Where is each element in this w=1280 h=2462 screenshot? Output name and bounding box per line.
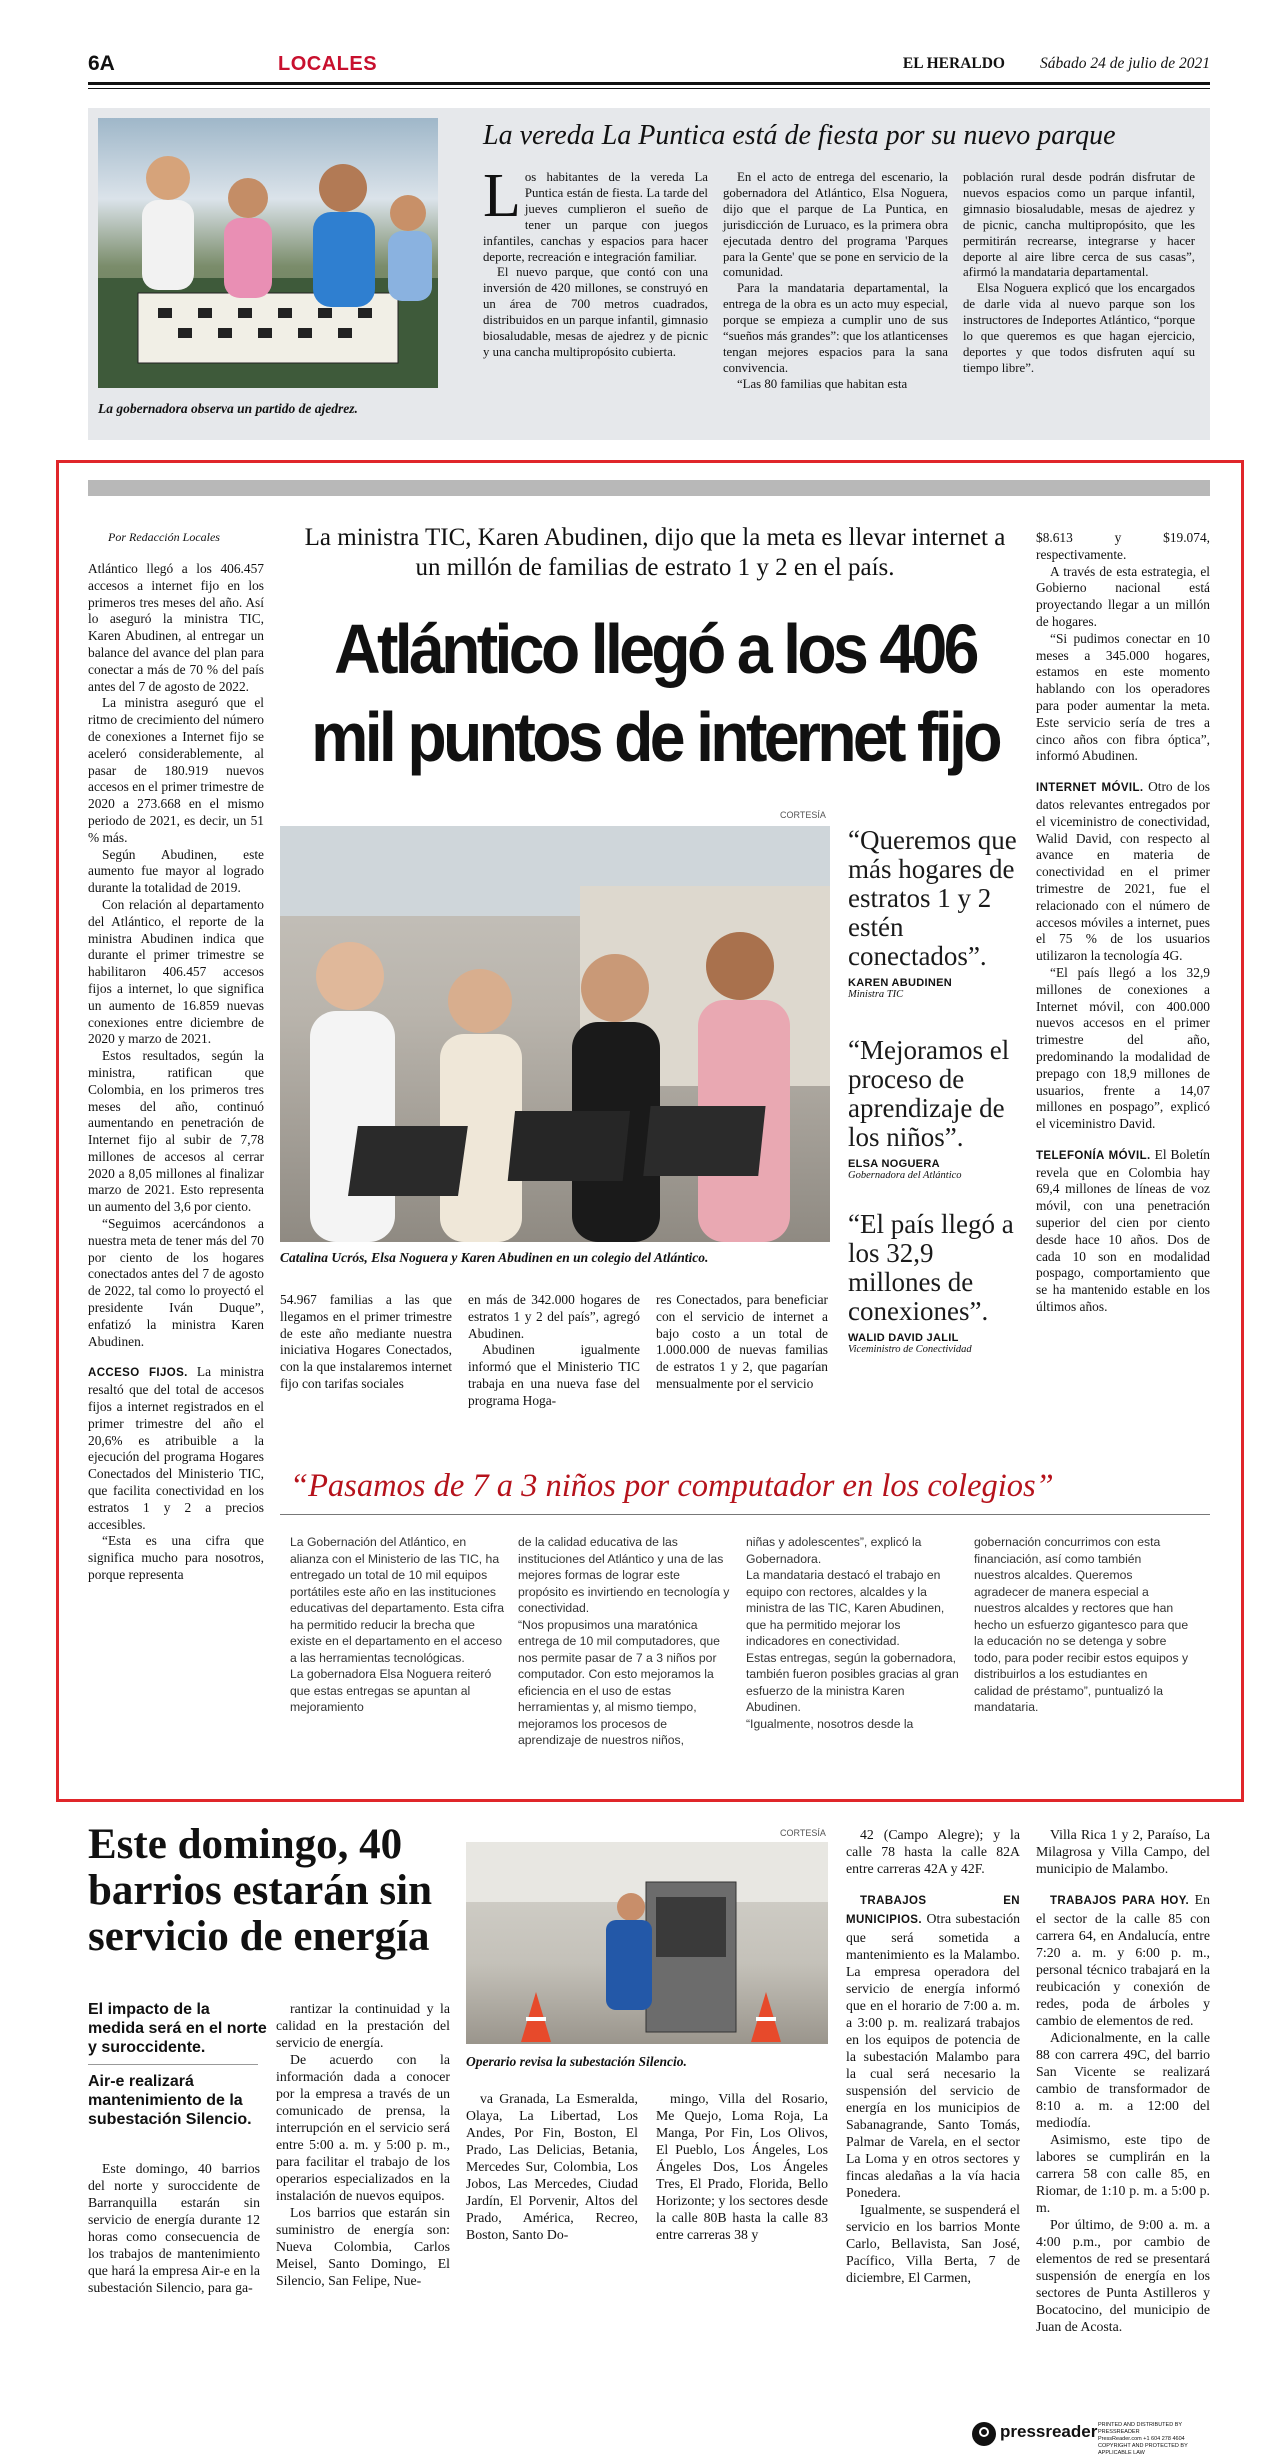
top-paragraph: población rural desde podrán disfrutar de nuevos espacios como un parque infantil, gimnasio biosaludable, mesas de ajedrez y de picnic, cancha multipropósito, que les permitirán recrearse, integrarse y hacer deporte al aire libre cerca de sus casas”, afirmó la mandataria departamental.	[963, 170, 1195, 280]
chess-scene-illustration	[98, 118, 438, 388]
main-paragraph: Abudinen igualmente informó que el Ministerio TIC trabaja en una nueva fase del programa Hoga-	[468, 1342, 640, 1408]
photo-credit: CORTESÍA	[780, 810, 826, 820]
bottom-paragraph: mingo, Villa del Rosario, Me Quejo, Loma Roja, La Manga, Por Fin, Los Olivos, El Pueblo, Los Ángeles, Los Ángeles Dos, Los Ángeles Tres, El Prado, Florida, Bello Horizonte; y los sectores desde la calle 80B hasta la calle 83 entre carreras 38 y	[656, 2091, 828, 2242]
main-paragraph: res Conectados, para beneficiar con el servicio de internet a bajo costo a un total de 1.000.000 de nuevas familias de estratos 1 y 2, que pagarían mensualmente por el servicio	[656, 1292, 828, 1391]
subhead: La ministra TIC, Karen Abudinen, dijo que la meta es llevar internet a un millón de familias de estrato 1 y 2 en el país.	[304, 524, 1006, 581]
bottom-paragraph: Villa Rica 1 y 2, Paraíso, La Milagrosa y Villa Campo, del municipio de Malambo.	[1036, 1827, 1210, 1876]
pull-quote: “Queremos que más hogares de estratos 1 y 2 estén conectados”.	[848, 825, 1017, 971]
bottom-paragraph: 42 (Campo Alegre); y la calle 78 hasta la calle 82A entre carreras 42A y 42F.	[846, 1827, 1020, 1876]
deck-rule	[88, 2064, 258, 2065]
bottom-col-5	[846, 1826, 1020, 2286]
quote-role: Viceministro de Conectividad	[848, 1344, 972, 1355]
main-paragraph: “El país llegó a los 32,9 millones de conexiones a Internet móvil, con 400.000 nuevos accesos en el primer trimestre del año, predominando la modalidad de prepago con 18,9 millones de usuarios, frente a 14,07 millones en pospago”, explicó el viceministro David.	[1036, 964, 1210, 1132]
byline-text: Por Redacción Locales	[108, 530, 220, 544]
bottom-photo-caption: Operario revisa la subestación Silencio.	[466, 2054, 687, 2069]
bottom-paragraph: rantizar la continuidad y la calidad en la prestación del servicio de energía.	[276, 2001, 450, 2050]
sidebar-col-3: niñas y adolescentes”, explicó la Gobernadora. La mandataria destacó el trabajo en equipo con rectores, alcaldes y la ministra de las TIC, Karen Abudinen, que ha permitido mejorar los indicadores en conectividad. Estas entregas, según la gobernadora, también fueron posibles gracias al gran esfuerzo de la ministra Karen Abudinen. “Igualmente, nosotros desde la	[746, 1535, 959, 1731]
main-paragraph: Otro de los datos relevantes entregados por el viceministro de conectividad, Walid David, con respecto al avance en materia de conectividad en el primer trimestre de 2021, fue el relacionado con el número de accesos móviles a internet, pues el 75 % de los usuarios utilizaron la tecnología 4G.	[1036, 779, 1210, 964]
main-paragraph: Atlántico llegó a los 406.457 accesos a internet fijo en los primeros tres meses del año. Así lo aseguró la ministra TIC, Karen Abudinen, al entregar un balance del avance del plan para conectar a más de 70 % del país antes del 7 de agosto de 2022.	[88, 561, 264, 694]
main-paragraph: La ministra aseguró que el ritmo de crecimiento del número de conexiones a Internet fijo se aceleró considerablemente, al pasar de 180.919 nuevos accesos en el primer trimestre de 2020 a 273.668 en el mismo periodo de 2021, es decir, un 51 % más.	[88, 695, 264, 845]
page-header	[88, 50, 1210, 80]
top-paragraph: Los habitantes de la vereda La Puntica están de fiesta. La tarde del jueves cumplieron el sueño de tener un parque con juegos infantiles, canchas y espacios para hacer deporte, recreación e integración familiar.	[483, 162, 708, 264]
main-paragraph: A través de esta estrategia, el Gobierno nacional está proyectando llegar a un millón de hogares.	[1036, 563, 1210, 629]
bottom-col-2	[276, 2000, 450, 2289]
sidebar-col-1: La Gobernación del Atlántico, en alianza con el Ministerio de las TIC, ha entregado un total de 10 mil equipos portátiles este año en las instituciones educativas del departamento. Esta cifra ha permitido reducir la brecha que existe en el departamento en el acceso a las herramientas tecnológicas. La gobernadora Elsa Noguera reiteró que estas entregas se apuntan al mejoramiento	[290, 1535, 505, 1714]
under-photo-col-1	[280, 1292, 452, 1393]
main-paragraph: 54.967 familias a las que llegamos en el primer trimestre de este año mediante nuestra iniciativa Hogares Conectados, con la que instalaremos internet fijo con tarifas sociales	[280, 1292, 452, 1391]
top-paragraph: Elsa Noguera explicó que los encargados de darle vida al nuevo parque son los instructores de Indeportes Atlántico, “porque lo que queremos es que hagan ejercicio, deportes y que todos disfruten aquí su tiempo libre”.	[963, 281, 1195, 375]
top-story-col-2	[723, 170, 948, 393]
pressreader-brand[interactable]: pressreader	[1000, 2422, 1098, 2441]
quote-block-2	[848, 1036, 1018, 1181]
under-photo-col-3	[656, 1292, 828, 1393]
quote-author: ELSA NOGUERA	[848, 1158, 940, 1170]
main-paragraph: El Boletín revela que en Colombia hay 69,4 millones de líneas de voz móvil, con una penetración superior del cien por ciento desde hace 10 años. Dos de cada 10 son en modalidad pospago, comportamiento que se ha mantenido estable en los últimos años.	[1036, 1146, 1210, 1315]
top-paragraph: En el acto de entrega del escenario, la gobernadora del Atlántico, Elsa Noguera, dijo que el parque de La Puntica, en jurisdicción de Luruaco, es la primera obra ejecutada dentro del programa 'Parques para la Gente' que se pone en servicio de la comunidad.	[723, 170, 948, 280]
bottom-paragraph: Asimismo, este tipo de labores se cumplirán en la carrera 58 con calle 85, en Riomar, de 1:10 p. m. a 5:00 p. m.	[1036, 2132, 1210, 2215]
bottom-deck-2: Air-e realizará mantenimiento de la subestación Silencio.	[88, 2073, 252, 2128]
main-paragraph: “Seguimos acercándonos a nuestra meta de tener más del 70 por ciento de los hogares conectados antes del 7 de agosto de 2022, tal como lo proyectó el presidente Iván Duque”, enfatizó la ministra Karen Abudinen.	[88, 1216, 264, 1349]
top-paragraph: El nuevo parque, que contó con una inversión de 420 millones, se construyó en un área de 700 metros cuadrados, distribuidos en un parque infantil, gimnasio biosaludable, mesas de ajedrez y de picnic y una cancha multipropósito cubierta.	[483, 265, 708, 359]
bottom-photo-credit: CORTESÍA	[780, 1828, 826, 1838]
main-headline	[301, 605, 1009, 781]
quote-block-3	[848, 1210, 1018, 1355]
header-rule-thin	[88, 88, 1210, 89]
bottom-paragraph: Por último, de 9:00 a. m. a 4:00 p.m., por cambio de elementos de red se presentará suspensión de energía en los sectores de Punta Astilleros y Bocatocino, del municipio de Juan de Acosta.	[1036, 2217, 1210, 2334]
header-rule	[88, 82, 1210, 85]
bottom-col-3	[466, 2090, 638, 2243]
sidebar-rule	[280, 1514, 1210, 1515]
main-paragraph: $8.613 y $19.074, respectivamente.	[1036, 530, 1210, 562]
issue-date: Sábado 24 de julio de 2021	[1039, 55, 1210, 72]
byline	[108, 530, 220, 545]
bottom-paragraph: Igualmente, se suspenderá el servicio en los barrios Monte Carlo, Bellavista, San José, Pacífico, Villa Berta, 7 de diciembre, El Carmen,	[846, 2202, 1020, 2285]
photo-illustration	[280, 826, 830, 1242]
bottom-col-4	[656, 2090, 828, 2243]
quote-author: KAREN ABUDINEN	[848, 977, 953, 989]
main-paragraph: en más de 342.000 hogares de estratos 1 y 2 del país”, agregó Abudinen.	[468, 1292, 640, 1341]
quote-block-1	[848, 826, 1018, 1000]
ministra-photo	[280, 826, 830, 1242]
top-photo-caption: La gobernadora observa un partido de ajedrez.	[98, 401, 358, 416]
main-paragraph: Con relación al departamento del Atlántico, el reporte de la ministra Abudinen indica que durante el primer trimestre se habilitaron 406.457 accesos fijos a internet, lo que significa un aumento de 16.859 nuevas conexiones entre diciembre de 2020 y marzo de 2021.	[88, 896, 264, 1047]
main-left-column	[88, 561, 264, 1584]
top-story-col-3	[963, 170, 1195, 377]
bottom-col-6	[1036, 1826, 1210, 2335]
main-paragraph: Según Abudinen, este aumento fue mayor al logrado durante la totalidad de 2019.	[88, 846, 264, 896]
section-name: LOCALES	[278, 53, 378, 75]
sidebar-col-4: gobernación concurrimos con esta financiación, así como también nuestros alcaldes. Queremos agradecer de manera especial a nuestros alcaldes y rectores que han hecho un esfuerzo gigantesco para que la educación no se detenga y sobre todo, para poder recibir estos equipos y distribuirlos a los estudiantes en calidad de préstamo”, puntualizó la mandataria.	[974, 1535, 1189, 1714]
main-right-column	[1036, 530, 1210, 1316]
quote-role: Ministra TIC	[848, 989, 904, 1000]
main-story-top-bar	[88, 480, 1210, 496]
top-paragraph: Para la mandataria departamental, la entrega de la obra es un acto muy especial, porque se empieza a cumplir uno de sus “sueños más grandes”: que los atlanticenses tengan mejores espacios para la sana convivencia.	[723, 281, 948, 375]
bottom-paragraph: va Granada, La Esmeralda, Olaya, La Libertad, Los Andes, Por Fin, Boston, El Prado, Las Delicias, Betania, Mercedes Sur, Colombia, Los Jobos, Las Mercedes, Ciudad Jardín, El Porvenir, Altos del Prado, América, Recreo, Boston, Santo Do-	[466, 2091, 638, 2242]
fineprint-line: PressReader.com +1 604 278 4604	[1098, 2436, 1185, 2442]
pull-quote: “Mejoramos el proceso de aprendizaje de los niños”.	[848, 1035, 1010, 1152]
top-story-box	[88, 108, 1210, 440]
main-photo-caption: Catalina Ucrós, Elsa Noguera y Karen Abudinen en un colegio del Atlántico.	[280, 1250, 709, 1265]
kicker-acceso-fijos: ACCESO FIJOS.	[88, 1367, 188, 1380]
kicker-trabajos-hoy: TRABAJOS PARA HOY.	[1050, 1895, 1190, 1907]
bottom-paragraph: Este domingo, 40 barrios del norte y suroccidente de Barranquilla estarán sin servicio de energía durante 12 horas como consecuencia de los trabajos de mantenimiento que hará la empresa Air-e en la subestación Silencio, para ga-	[88, 2161, 260, 2295]
top-story-col-1	[483, 162, 708, 361]
fineprint-line: PRINTED AND DISTRIBUTED BY PRESSREADER	[1098, 2422, 1182, 2435]
bottom-paragraph: Adicionalmente, en la calle 88 con carrera 49C, del barrio San Vicente se realizará cambio de transformador de 8:10 a. m. a 12:00 del mediodía.	[1036, 2030, 1210, 2130]
bottom-paragraph: De acuerdo con la información dada a conocer por la empresa a través de un comunicado de prensa, la interrupción en el servicio será entre 5:00 a. m. y 5:00 p. m., para facilitar el trabajo de los operarios especializados en la instalación de nuevos equipos.	[276, 2052, 450, 2203]
quote-role: Gobernadora del Atlántico	[848, 1170, 962, 1181]
main-paragraph: “Esta es una cifra que significa mucho para nosotros, porque representa	[88, 1533, 264, 1583]
top-story-title: La vereda La Puntica está de fiesta por su nuevo parque	[483, 120, 1116, 151]
pull-quote: “El país llegó a los 32,9 millones de conexiones”.	[848, 1209, 1014, 1326]
quote-author: WALID DAVID JALIL	[848, 1332, 959, 1344]
pressreader-fineprint	[1098, 2422, 1208, 2457]
page-number: 6A	[88, 52, 115, 75]
substation-illustration	[466, 1842, 828, 2044]
newspaper-name: EL HERALDO	[902, 55, 1005, 72]
kicker-trabajos-municipios: TRABAJOS EN MUNICIPIOS.	[846, 1895, 1020, 1926]
top-paragraph: “Las 80 familias que habitan esta	[737, 376, 908, 391]
footer	[0, 2408, 1280, 2462]
main-paragraph: Estos resultados, según la ministra, ratifican que Colombia, en los primeros tres meses del año, continuó aumentando en penetración de Internet fijo al subir de 7,78 millones de accesos al cerrar 2020 a 8,05 millones al finalizar marzo de 2021. Esto representa un aumento del 3,6 por ciento.	[88, 1048, 264, 1215]
main-paragraph: La ministra resaltó que del total de accesos fijos a internet registrados en el primer trimestre del año el 20,6% es atribuible a la ejecución del programa Hogares Conectados del Ministerio TIC, que facilita conectividad en los estratos 1 y 2 a precios accesibles.	[88, 1364, 264, 1532]
chess-photo	[98, 118, 438, 388]
headline-line-1: Atlántico llegó a los 406	[334, 610, 976, 688]
headline-line-2: mil puntos de internet fijo	[311, 698, 999, 776]
bottom-col-1	[88, 2160, 260, 2296]
bottom-paragraph: En el sector de la calle 85 con carrera 64, en Andalucía, entre 7:20 a. m. y 6:00 p. m., personal técnico trabajará en la reubicación y conexión de redes, poda de árboles y cambio de elementos de red.	[1036, 1892, 1210, 2028]
main-paragraph: “Si pudimos conectar en 10 meses a 345.000 hogares, estamos en este momento hablando con los operadores para poder aumentar la meta. Este servicio sería de tres a cinco años con fibra óptica”, informó Abudinen.	[1036, 630, 1210, 764]
fineprint-line: COPYRIGHT AND PROTECTED BY APPLICABLE LAW	[1098, 2443, 1188, 2456]
sidebar-col-2: de la calidad educativa de las instituciones del Atlántico y una de las mejores formas de lograr este propósito es invirtiendo en tecnología y conectividad. “Nos propusimos una maratónica entrega de 10 mil computadores, que nos permite pasar de 7 a 3 niños por computador. Con esto mejoramos la eficiencia en el uso de estas herramientas y, al mismo tiempo, mejoramos los procesos de aprendizaje de nuestros niños,	[518, 1535, 730, 1747]
bottom-headline: Este domingo, 40 barrios estarán sin servicio de energía	[88, 1821, 432, 1960]
sidebar-title: “Pasamos de 7 a 3 niños por computador en los colegios”	[290, 1468, 1054, 1504]
kicker-telefonia-movil: TELEFONÍA MÓVIL.	[1036, 1149, 1151, 1162]
under-photo-col-2	[468, 1292, 640, 1410]
pressreader-logo-icon	[972, 2422, 996, 2446]
sidebar-box	[280, 1518, 1210, 1788]
bottom-deck-1: El impacto de la medida será en el norte y suroccidente.	[88, 2001, 267, 2056]
bottom-paragraph: Los barrios que estarán sin suministro de energía son: Nueva Colombia, Carlos Meisel, Santo Domingo, El Silencio, San Felipe, Nue-	[276, 2205, 450, 2288]
bottom-paragraph: Otra subestación que será sometida a mantenimiento es la Malambo. La empresa operadora del servicio de energía informó que en el horario de 7:00 a. m. a 3:00 p. m. realizará trabajos en los equipos de potencia de la subestación Malambo para la cual será necesario la suspensión del servicio de energía en los municipios de Sabanagrande, Santo Tomás, Palmar de Varela, en el sector La Loma y en otros sectores y fincas aledañas a la vía hacia Ponedera.	[846, 1911, 1020, 2200]
kicker-internet-movil: INTERNET MÓVIL.	[1036, 782, 1144, 795]
substation-photo	[466, 1842, 828, 2044]
